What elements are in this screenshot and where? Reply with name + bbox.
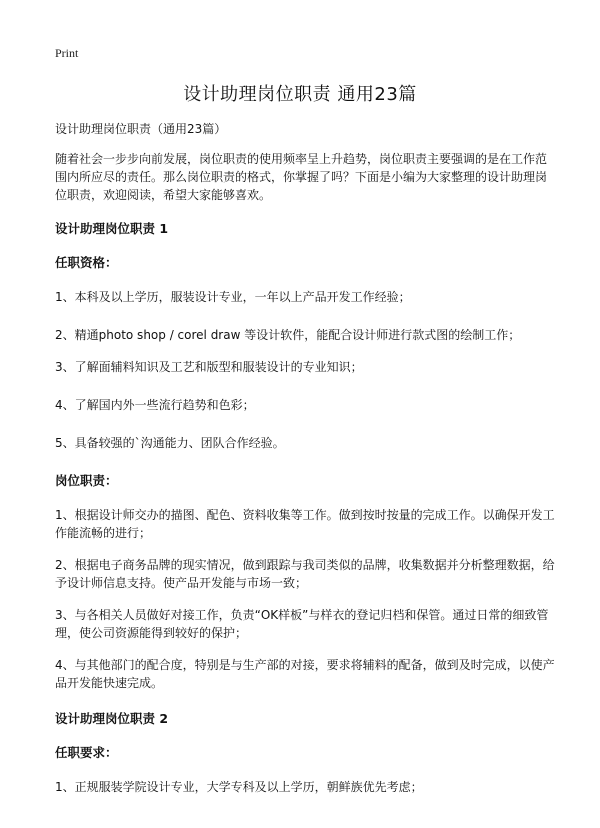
list-item: 4、与其他部门的配合度，特别是与生产部的对接，要求将辅料的配备，做到及时完成，以使产品开发能快速完成。 (55, 658, 555, 690)
list-item: 2、精通photo shop / corel draw 等设计软件，能配合设计师进行款式图的绘制工作； (55, 328, 521, 342)
document-body (55, 120, 555, 816)
list-item: 1、根据设计师交办的描图、配色、资料收集等工作。做到按时按量的完成工作。以确保开发工作能流畅的进行； (55, 508, 555, 540)
document-subtitle: 设计助理岗位职责（通用23篇） (55, 122, 227, 136)
list-item: 4、了解国内外一些流行趋势和色彩； (55, 398, 255, 412)
qualifications-heading: 任职资格： (55, 255, 118, 270)
duties-heading: 岗位职责： (55, 473, 118, 488)
intro-paragraph: 随着社会一步步向前发展，岗位职责的使用频率呈上升趋势，岗位职责主要强调的是在工作范围内所应尽的责任。那么岗位职责的格式，你掌握了吗？下面是小编为大家整理的设计助理岗位职责，欢迎阅读，希望大家能够喜欢。 (55, 152, 548, 202)
print-link[interactable]: Print (55, 46, 79, 60)
list-item: 3、了解面辅料知识及工艺和版型和服装设计的专业知识； (55, 360, 363, 374)
list-item: 1、正规服装学院设计专业，大学专科及以上学历，朝鲜族优先考虑； (55, 780, 423, 794)
list-item: 2、根据电子商务品牌的现实情况，做到跟踪与我司类似的品牌，收集数据并分析整理数据，给予设计师信息支持。使产品开发能与市场一致； (55, 558, 555, 590)
section-heading-1: 设计助理岗位职责 1 (55, 221, 169, 236)
requirements-heading: 任职要求： (55, 745, 118, 760)
section-heading-2: 设计助理岗位职责 2 (55, 711, 169, 726)
page-title: 设计助理岗位职责 通用23篇 (183, 84, 417, 105)
list-item: 1、本科及以上学历，服装设计专业，一年以上产品开发工作经验； (55, 290, 411, 304)
list-item: 3、与各相关人员做好对接工作，负责“OK样板”与样衣的登记归档和保管。通过日常的细致管理，使公司资源能得到较好的保护； (55, 608, 549, 640)
list-item: 5、具备较强的`沟通能力、团队合作经验。 (55, 436, 285, 450)
